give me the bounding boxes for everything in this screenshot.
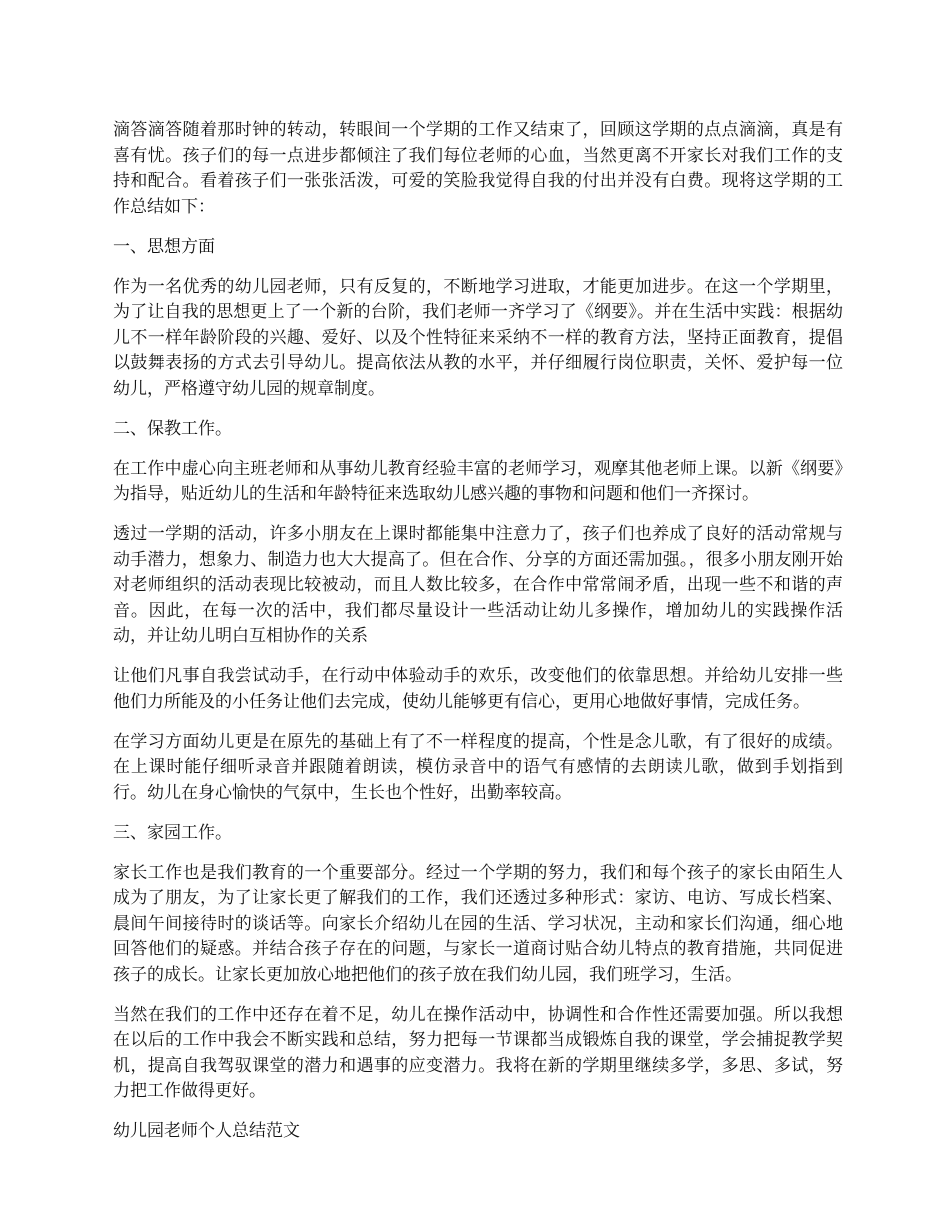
section-heading-thought: 一、思想方面 [113,236,215,257]
section-teaching-paragraph-2: 透过一学期的活动，许多小朋友在上课时都能集中注意力了，孩子们也养成了良好的活动常规与动手潜力，想象力、制造力也大大提高了。但在合作、分享的方面还需加强。，很多小朋友刚开始对老师组织的活动表现比较被动，而且人数比较多，在合作中常常闹矛盾，出现一些不和谐的声音。因此，在每一次的活中，我们都尽量设计一些活动让幼儿多操作，增加幼儿的实践操作活动，并让幼儿明白互相协作的关系 [113,524,843,646]
section-thought-paragraph: 作为一名优秀的幼儿园老师，只有反复的，不断地学习进取，才能更加进步。在这一个学期里，为了让自我的思想更上了一个新的台阶，我们老师一齐学习了《纲要》。并在生活中实践：根据幼儿不一样年龄阶段的兴趣、爱好、以及个性特征来采纳不一样的教育方法，坚持正面教育，提倡以鼓舞表扬的方式去引导幼儿。提高依法从教的水平，并仔细履行岗位职责，关怀、爱护每一位幼儿，严格遵守幼儿园的规章制度。 [113,276,843,399]
section-teaching-paragraph-3: 让他们凡事自我尝试动手，在行动中体验动手的欢乐，改变他们的依靠思想。并给幼儿安排一些他们力所能及的小任务让他们去完成，使幼儿能够更有信心，更用心地做好事情，完成任务。 [113,666,843,712]
intro-paragraph: 滴答滴答随着那时钟的转动，转眼间一个学期的工作又结束了，回顾这学期的点点滴滴，真是有喜有忧。孩子们的每一点进步都倾注了我们每位老师的心血，当然更离不开家长对我们工作的支持和配合。看着孩子们一张张活泼，可爱的笑脸我觉得自我的付出并没有白费。现将这学期的工作总结如下： [113,120,843,217]
section-heading-teaching: 二、保教工作。 [113,418,232,439]
section-home-paragraph-1: 家长工作也是我们教育的一个重要部分。经过一个学期的努力，我们和每个孩子的家长由陌生人成为了朋友，为了让家长更了解我们的工作，我们还透过多种形式：家访、电访、写成长档案、晨间午间接待时的谈话等。向家长介绍幼儿在园的生活、学习状况，主动和家长们沟通，细心地回答他们的疑惑。并结合孩子存在的问题，与家长一道商讨贴合幼儿特点的教育措施，共同促进孩子的成长。让家长更加放心地把他们的孩子放在我们幼儿园，我们班学习，生活。 [113,862,843,985]
document-body [113,118,843,1159]
section-heading-home: 三、家园工作。 [113,822,232,843]
footer-title: 幼儿园老师个人总结范文 [113,1121,300,1141]
section-home-paragraph-2: 当然在我们的工作中还存在着不足，幼儿在操作活动中，协调性和合作性还需要加强。所以我想在以后的工作中我会不断实践和总结，努力把每一节课都当成锻炼自我的课堂，学会捕捉教学契机，提高自我驾驭课堂的潜力和遇事的应变潜力。我将在新的学期里继续多学，多思、多试，努力把工作做得更好。 [113,1004,843,1101]
section-teaching-paragraph-4: 在学习方面幼儿更是在原先的基础上有了不一样程度的提高，个性是念儿歌，有了很好的成绩。在上课时能仔细听录音并跟随着朗读，模仿录音中的语气有感情的去朗读儿歌，做到手划指到行。幼儿在身心愉快的气氛中，生长也个性好，出勤率较高。 [113,731,843,803]
section-teaching-paragraph-1: 在工作中虚心向主班老师和从事幼儿教育经验丰富的老师学习，观摩其他老师上课。以新《纲要》为指导，贴近幼儿的生活和年龄特征来选取幼儿感兴趣的事物和问题和他们一齐探讨。 [113,458,843,504]
